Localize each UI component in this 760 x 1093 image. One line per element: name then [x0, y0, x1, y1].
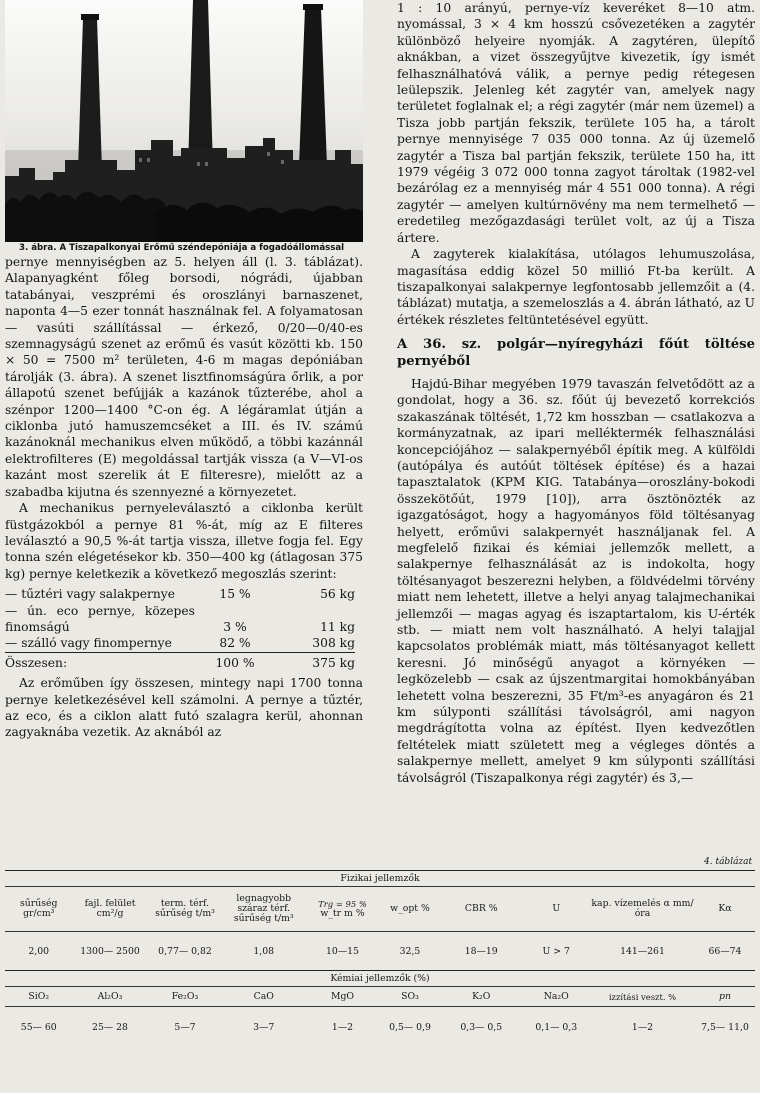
value-cell: 3—7 [253, 1021, 275, 1033]
dist-label: — ún. eco pernye, közepes finomságú [5, 603, 195, 634]
section-heading: A 36. sz. polgár—nyíregyházi főút töltése pernyéből [397, 337, 755, 369]
value-cell: 25— 28 [92, 1021, 128, 1033]
value-cell: 66—74 [708, 945, 742, 957]
header-cell: Na₂O [543, 991, 569, 1002]
left-column [5, 0, 363, 741]
dist-pct: 82 % [219, 636, 251, 651]
value-cell: 1,08 [253, 945, 275, 957]
left-paragraph-2: A mechanikus pernyeleválasztó a ciklonba került füstgázokból a pernye 81 %-át, míg az E filteres leválasztó a 90,5 %-át tartja vissza, illetve fogja fel. Egy tonna szén elégetésekor kb. 350—400 kg (átlagosan 375 kg) pernye keletkezik a következő megoszlás szerint: [5, 501, 363, 581]
header-cell: U [552, 903, 561, 914]
properties-table [5, 870, 755, 1047]
value-cell: 0,5— 0,9 [389, 1021, 431, 1033]
header-cell [305, 887, 380, 932]
header-cell: w_opt % [390, 903, 430, 914]
trg-note: Trg = 95 % [318, 899, 367, 909]
header-cell: Al₂O₃ [97, 991, 123, 1002]
value-cell: 0,3— 0,5 [460, 1021, 503, 1033]
value-cell: 18—19 [464, 945, 498, 957]
header-cell: MgO [330, 991, 355, 1002]
chimneys-image [5, 0, 363, 242]
table-label: 4. táblázat [704, 857, 753, 867]
dist-pct: 15 % [219, 587, 251, 602]
value-cell: 1—2 [331, 1021, 354, 1033]
right-paragraph-2: A zagyterek kialakítása, utólagos lehumuszolása, magasítása eddig közel 50 millió Ft-ba került. A tiszapalkonyai salakpernye legfontosabb jellemzőit a (4. táblázat) mutatja, a szemeloszlás a 4. ábrán látható, az U értékek részletes feltüntetésével együtt. [397, 247, 755, 327]
value-cell: 55— 60 [20, 1021, 57, 1033]
header-cell: fajl. felület cm²/g [84, 898, 136, 919]
dist-kg: 308 kg [312, 636, 355, 651]
value-cell: 1—2 [631, 1021, 654, 1033]
header-cell: SO₃ [401, 991, 419, 1002]
right-paragraph-3: Hajdú-Bihar megyében 1979 tavaszán felvetődött az a gondolat, hogy a 36. sz. főút új bevezető korrekciós szakaszának töltését, 1,72 km hosszban — csatlakozva a kormányzatnak, az ipari melléktermék felhasználási koncepciójához — salakpernyéből építik meg. A külföldi (autópálya és autóút töltések építése) és a hazai tapasztalatok (KPM KIG. Tatabánya—oroszlány-bokodi összekötőút, 1979 [10]), arra ösztönözték az igazgatóságot, hogy a hagyományos föld töltésanyag helyett, erőművi salakpernyét használjanak fel. A megfelelő fizikai és kémiai jellemzők mellett, a salakpernye felhasználását az is indokolta, hogy töltésanyagot beszerezni helyben, a földvédelmi törvény miatt nem lehetett, illetve a helyi anyag talajmechanikai jellemzői — magas agyag és iszaptartalom, kis U-érték stb. — miatt nem volt használható. A helyi talajjal kapcsolatos problémák miatt, más töltésanyagot kellett keresni. Jó minőségű anyagot a környéken — legközelebb — csak az újszentmargitai homokbányában lehetett volna beszerezni, 35 Ft/m³-es anyagáron és 21 km súlyponti szállítási távolságról, ami nagyon megdrágította volna az építést. Ilyen kedvezőtlen feltételek miatt született meg a végleges döntés a salakpernye mellett, amelyet 9 km súlyponti szállítási távolságról (Tiszapalkonya régi zagytér) és 3,— [397, 376, 755, 785]
table-row [5, 1007, 755, 1048]
table-row [5, 932, 755, 971]
dist-kg: 56 kg [320, 587, 355, 602]
header-cell: K₂O [472, 991, 491, 1002]
ash-distribution-table [5, 586, 355, 671]
table-row [5, 971, 755, 987]
table-row [5, 635, 355, 652]
value-cell: 1300— 2500 [80, 945, 140, 957]
left-paragraph-3: Az erőműben így összesen, mintegy napi 1700 tonna pernye keletkezésével kell számolni. A pernye a tűztér, az eco, és a ciklon alatt futó szalagra kerül, ahonnan zagyaknába vezetik. Az aknából az [5, 676, 363, 740]
total-kg: 375 kg [275, 652, 355, 671]
dist-label: — tűztéri vagy salakpernye [5, 587, 176, 602]
left-paragraph-1: pernye mennyiségben az 5. helyen áll (l. 3. táblázat). Alapanyagként főleg borsodi, nógrádi, újabban tatabányai, veszprémi és oroszlányi barnaszenet, naponta 4—5 ezer tonnát használnak fel. A folyamatosan — vasúti szállítással — érkező, 0/20—0/40-es szemnagyságú szenet az erőmű és vasút közötti kb. 150 × 50 = 7500 m² területen, 4-6 m magas depóniában tárolják (3. ábra). A szenet lisztfinomságúra őrlik, a por állapotú szenet befújják a kazánok tűzterébe, ahol a szénpor 1200—1400 °C-on ég. A légáramlat útján a ciklonba jutó hamuszemcséket a III. és IV. számú kazánoknál mechanikus elven működő, a többi kazánnál elektrofilteres (E) megoldással tartják vissza (a V—VI-os kazánt most szerelik át E filteresre), mielőtt az a szabadba kijutna és szennyezné a környezetet. [5, 255, 363, 499]
header-cell-text: w_tr m % [320, 908, 365, 919]
dist-label: — szálló vagy finompernye [5, 636, 172, 651]
header-cell: CBR % [464, 903, 498, 914]
header-cell: sűrűség gr/cm³ [20, 898, 58, 919]
physical-title: Fizikai jellemzők [340, 873, 420, 884]
header-cell: CaO [253, 991, 274, 1002]
table-row [5, 603, 355, 636]
header-cell: izzítási veszt. % [608, 991, 677, 1002]
total-label: Összesen: [5, 652, 195, 671]
value-cell: 0,77— 0,82 [158, 945, 212, 957]
table-row [5, 987, 755, 1007]
right-column [397, 0, 755, 786]
value-cell: U > 7 [542, 945, 570, 957]
value-cell: 10—15 [326, 945, 359, 957]
figure-caption: 3. ábra. A Tiszapalkonyai Erőmű széndepóniája a fogadóállomással [19, 243, 345, 253]
table-row [5, 871, 755, 887]
value-cell: 5—7 [174, 1021, 196, 1033]
value-cell: 7,5— 11,0 [701, 1021, 749, 1033]
table-row-total [5, 652, 355, 671]
value-cell: 2,00 [28, 945, 50, 957]
total-pct: 100 % [195, 652, 275, 671]
header-cell: Kα [718, 903, 732, 914]
table-row [5, 586, 355, 602]
value-cell: 141—261 [620, 945, 665, 957]
dist-kg: 11 kg [320, 619, 355, 634]
right-paragraph-1: 1 : 10 arányú, pernye-víz keveréket 8—10 atm. nyomással, 3 × 4 km hosszú csővezetéken a zagytér különböző helyeire nyomják. A zagytéren, ülepítő aknákban, a vizet összegyűjtve kivezetik, így ismét felhasználhatóvá válik, a pernye pedig rétegesen leülepszik. Jelenleg két zagytér van, amelyek nagy területet foglalnak el; a régi zagytér (már nem üzemel) a Tisza jobb partján fekszik, területe 105 ha, a tárolt pernye mennyisége 7 035 000 tonna. Az új üzemelő zagytér a Tisza bal partján fekszik, területe 150 ha, itt 1979 végéig 3 072 000 tonna zagyot tároltak (1982-vel bezárólag ez a mennyiség már 4 551 000 tonna). A régi zagytér — amelyen kultúrnövény ma nem termelhető — eredetileg mezőgazdasági terület volt, az új a Tisza ártere. [397, 1, 755, 245]
header-cell: pn [719, 991, 731, 1002]
value-cell: 0,1— 0,3 [535, 1021, 578, 1033]
header-cell: kap. vízemelés α mm/óra [591, 898, 694, 919]
header-cell: term. térf. sűrűség t/m³ [155, 898, 215, 919]
value-cell: 32,5 [399, 945, 421, 957]
chemical-title: Kémiai jellemzők (%) [330, 973, 430, 984]
header-cell: Fe₂O₃ [171, 991, 199, 1002]
dist-pct: 3 % [223, 619, 247, 634]
header-cell: legnagyobb száraz térf. sűrűség t/m³ [233, 893, 294, 924]
power-plant-chimneys-photo [5, 0, 363, 242]
table-row [5, 887, 755, 932]
header-cell: SiO₂ [28, 991, 50, 1002]
